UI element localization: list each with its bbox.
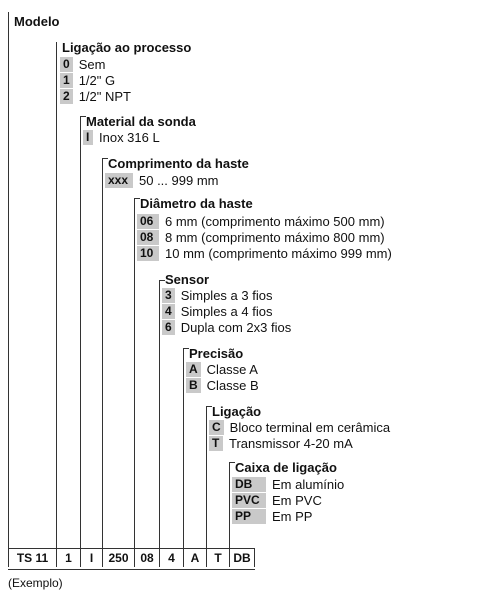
section-title-rod-length: Comprimento da haste [108,156,249,171]
option-code: xxx [105,173,133,188]
option-code: C [209,420,224,435]
option-code: PP [232,509,266,524]
connector-line-precision [183,348,184,548]
option-desc: 50 ... 999 mm [139,173,219,188]
example-cell-connection: T [206,549,229,567]
option-desc: Simples a 4 fios [180,304,273,319]
section-title-rod-diameter: Diâmetro da haste [140,196,253,211]
option-code: A [186,362,201,377]
option-row [60,57,105,72]
option-desc: Classe B [206,378,259,393]
option-code: 10 [137,246,159,261]
option-code: B [186,378,201,393]
option-desc: Inox 316 L [99,130,160,145]
option-desc: Transmissor 4-20 mA [229,436,353,451]
connector-line-connection [206,406,207,548]
example-note: (Exemplo) [8,576,63,590]
option-row [137,214,385,229]
example-cell-sensor: 4 [159,549,183,567]
option-desc: 8 mm (comprimento máximo 800 mm) [165,230,385,245]
option-row [209,420,390,435]
option-desc: Em alumínio [272,477,345,492]
option-row [60,73,115,88]
option-code: 08 [137,230,159,245]
option-code: 0 [60,57,73,72]
connector-line-length [102,158,103,548]
option-row [186,378,259,393]
section-title-connection-box: Caixa de ligação [235,460,337,475]
section-title-sensor: Sensor [165,272,210,287]
option-desc: 10 mm (comprimento máximo 999 mm) [165,246,392,261]
connector-line-housing [229,462,230,548]
option-code: 4 [162,304,175,319]
example-cell-process: 1 [56,549,80,567]
option-row [209,436,353,451]
option-row [137,230,385,245]
example-cell-precision: A [183,549,206,567]
connector-line-material [80,116,81,548]
option-row [60,89,131,104]
option-row [105,173,218,188]
section-title-connection: Ligação [212,404,262,419]
option-code: 3 [162,288,175,303]
section-title-probe-material: Material da sonda [86,114,196,129]
option-code: 1 [60,73,73,88]
option-code: 06 [137,214,159,229]
option-desc: Simples a 3 fios [180,288,273,303]
example-cell-housing: DB [229,549,255,567]
option-code: T [209,436,223,451]
option-desc: 1/2" G [78,73,116,88]
option-desc: Dupla com 2x3 fios [180,320,292,335]
option-row [232,509,312,524]
option-desc: Em PP [272,509,313,524]
connector-line-process [56,42,57,548]
option-desc: Sem [78,57,106,72]
option-row [186,362,258,377]
option-row [232,477,344,492]
option-row [162,304,272,319]
section-title-process-connection: Ligação ao processo [62,40,192,55]
option-code: PVC [232,493,266,508]
option-row [162,320,291,335]
option-code: I [83,130,93,145]
option-code: 2 [60,89,73,104]
option-desc: 1/2" NPT [78,89,131,104]
connector-line-diameter [134,198,135,548]
option-desc: 6 mm (comprimento máximo 500 mm) [165,214,385,229]
option-row [232,493,322,508]
example-cell-material: I [80,549,102,567]
option-desc: Bloco terminal em cerâmica [229,420,391,435]
example-cell-diameter: 08 [134,549,159,567]
option-desc: Classe A [206,362,258,377]
option-code: 6 [162,320,175,335]
model-title: Modelo [14,14,60,29]
example-code-row [8,548,255,570]
model-line [8,12,9,548]
connector-line-sensor [159,280,160,548]
section-title-precision: Precisão [189,346,244,361]
option-code: DB [232,477,266,492]
option-row [137,246,392,261]
option-desc: Em PVC [272,493,322,508]
option-row [162,288,272,303]
example-cell-length: 250 [102,549,134,567]
example-cell-model: TS 11 [8,549,56,567]
option-row [83,130,160,145]
